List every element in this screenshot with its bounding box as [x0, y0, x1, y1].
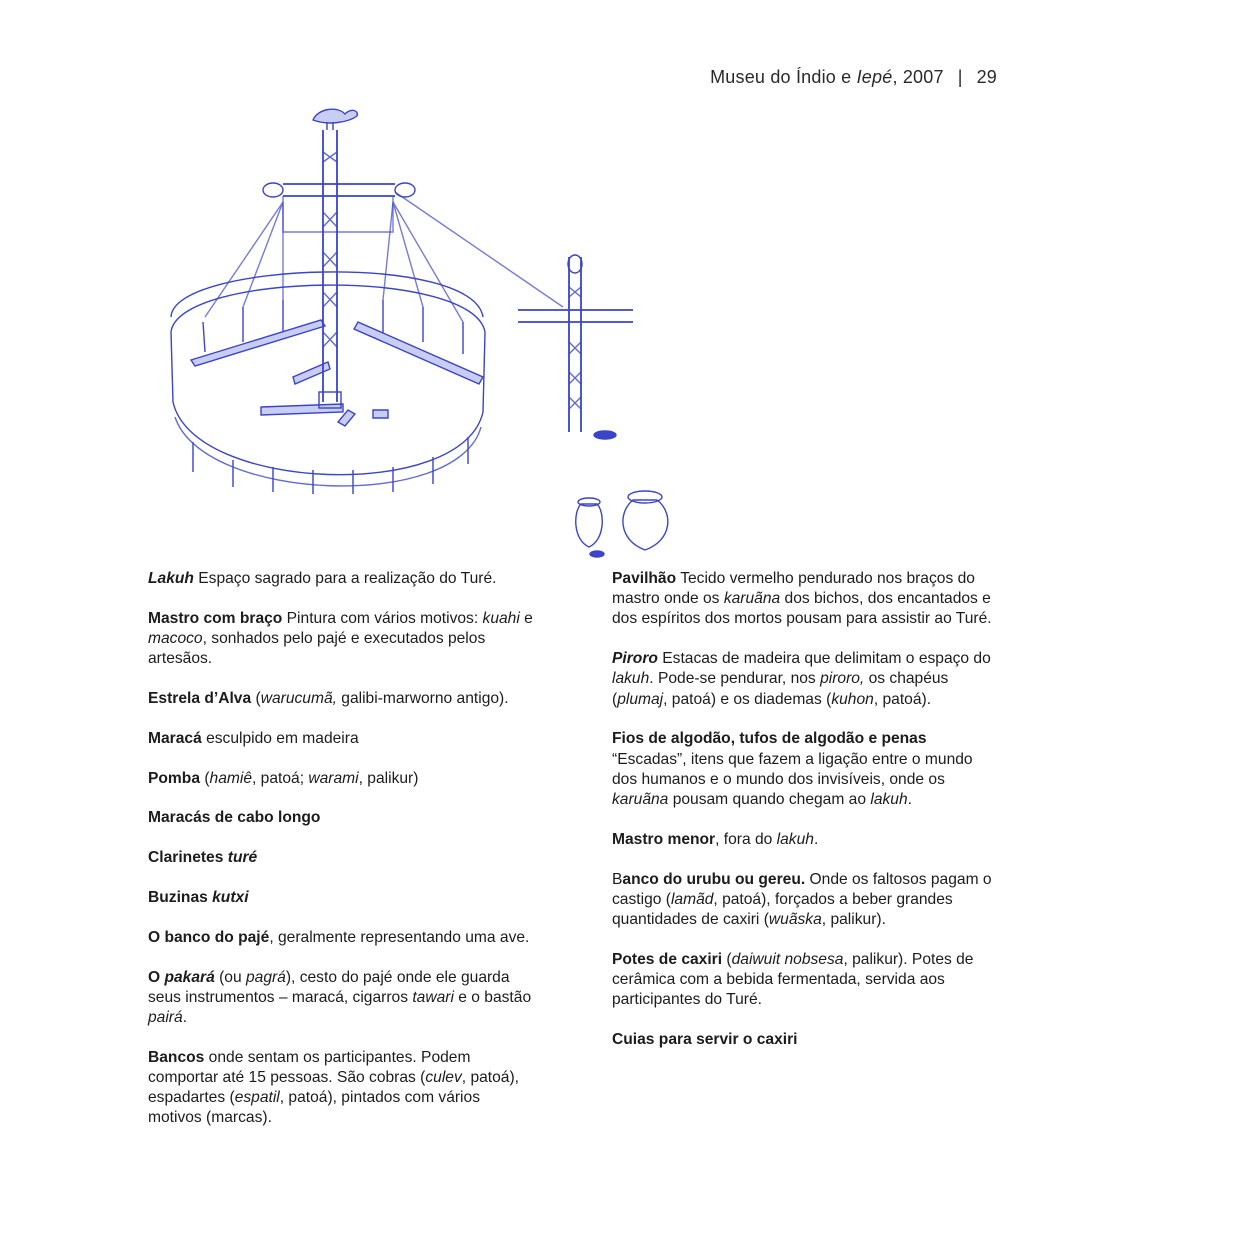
- entry-piroro: Piroro Estacas de madeira que delimitam o espaço do lakuh. Pode-se pendurar, nos piroro, os chapéus (plumaj, patoá) e os diademas (kuhon, patoá).: [612, 650, 991, 708]
- entry-maraca: Maracá esculpido em madeira: [148, 729, 359, 747]
- ture-illustration: [133, 92, 688, 560]
- entry-cuias: Cuias para servir o caxiri: [612, 1031, 798, 1049]
- entry-potes-de-caxiri: Potes de caxiri (daiwuit nobsesa, palikur). Potes de cerâmica com a bebida fermentada, servida aos participantes do Turé.: [612, 950, 974, 1009]
- entry-pakara: O pakará (ou pagrá), cesto do pajé onde ele guarda seus instrumentos – maracá, cigarros tawari e o bastão pairá.: [148, 968, 532, 1026]
- entry-bancos: Bancos onde sentam os participantes. Podem comportar até 15 pessoas. São cobras (culev, patoá), espadartes (espatil, patoá), pintados com vários motivos (marcas).: [148, 1048, 519, 1127]
- header-separator: |: [957, 67, 963, 87]
- entry-maracas-cabo-longo: Maracás de cabo longo: [148, 809, 321, 827]
- entry-buzinas: Buzinas kutxi: [148, 888, 249, 906]
- entry-pomba: Pomba (hamiê, patoá; warami, palikur): [148, 769, 419, 787]
- entry-estrela-dalva: Estrela d’Alva (warucumã, galibi-marworno antigo).: [148, 690, 509, 707]
- entry-banco-do-urubu: Banco do urubu ou gereu. Onde os faltosos pagam o castigo (lamãd, patoá), forçados a beber grandes quantidades de caxiri (wuãska, palikur).: [612, 870, 992, 929]
- pot-icon: [576, 491, 668, 557]
- ture-sketch: [133, 92, 688, 560]
- page-number: 29: [976, 67, 997, 87]
- entry-pavilhao: Pavilhão Tecido vermelho pendurado nos braços do mastro onde os karuãna dos bichos, dos encantados e dos espíritos dos mortos pousam para assistir ao Turé.: [612, 570, 992, 628]
- entry-clarinetes: Clarinetes turé: [148, 849, 258, 867]
- entry-banco-do-paje: O banco do pajé, geralmente representando uma ave.: [148, 928, 530, 946]
- mast-with-arms-icon: [263, 130, 415, 408]
- dove-icon: [313, 109, 357, 130]
- circular-enclosure-icon: [171, 192, 563, 494]
- entry-mastro-menor: Mastro menor, fora do lakuh.: [612, 830, 819, 848]
- right-column: [612, 569, 997, 1070]
- entry-fios-de-algodao: Fios de algodão, tufos de algodão e penas “Escadas”, itens que fazem a ligação entre o mundo dos humanos e o mundo dos invisíveis, onde os karuãna pousam quando chegam ao lakuh.: [612, 730, 973, 809]
- small-mast-icon: [518, 255, 633, 439]
- header-title: Museu do Índio e Iepé, 2007: [710, 67, 944, 87]
- left-column: [148, 569, 533, 1148]
- entry-mastro-com-braco: Mastro com braço Pintura com vários motivos: kuahi e macoco, sonhados pelo pajé e executados pelos artesãos.: [148, 609, 533, 668]
- running-header: [710, 67, 997, 88]
- entry-lakuh: Lakuh Espaço sagrado para a realização do Turé.: [148, 570, 497, 587]
